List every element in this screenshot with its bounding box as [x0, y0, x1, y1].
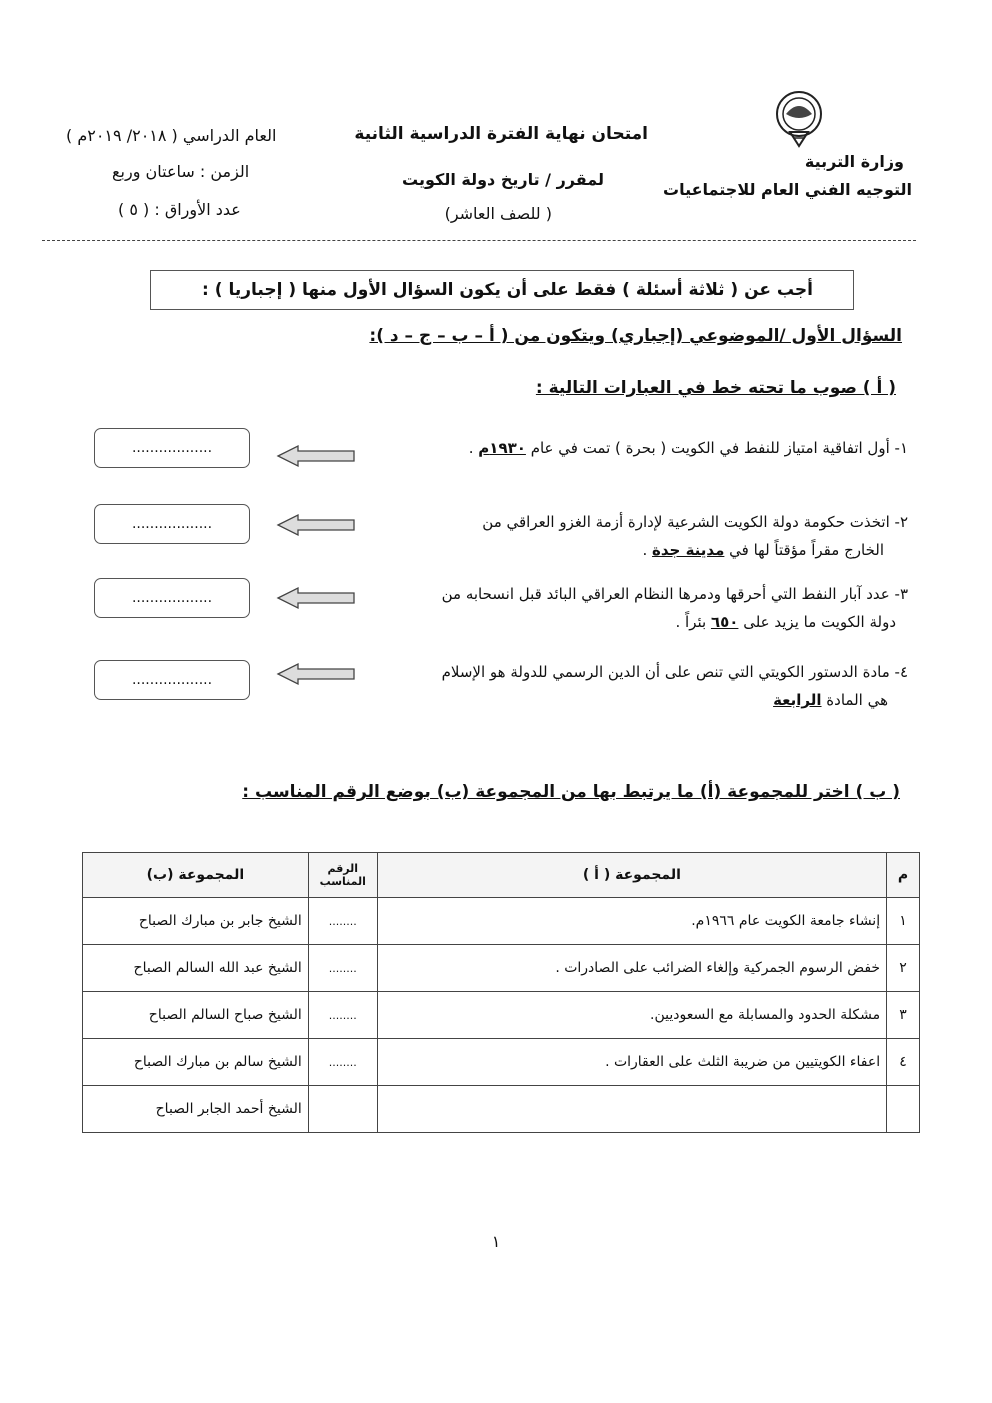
- underlined-term-4: الرابعة: [773, 691, 822, 709]
- directorate-name: التوجيه الفني العام للاجتماعيات: [662, 180, 912, 199]
- ministry-name: وزارة التربية: [804, 152, 904, 171]
- header-group-b: المجموعة (ب): [83, 853, 309, 898]
- answer-box-1[interactable]: ..................: [94, 428, 250, 468]
- group-b-item: الشيخ عبد الله السالم الصباح: [83, 945, 309, 992]
- exam-duration: الزمن : ساعتان وربع: [112, 162, 250, 181]
- underlined-term-2: مدينة جدة: [652, 541, 725, 559]
- table-row: [83, 945, 920, 992]
- answer-number-field[interactable]: ........: [308, 898, 377, 945]
- academic-year: العام الدراسي ( ٢٠١٨/ ٢٠١٩م ): [66, 126, 277, 145]
- table-row: [83, 898, 920, 945]
- answer-box-3[interactable]: ..................: [94, 578, 250, 618]
- arrow-left-icon: [276, 662, 356, 686]
- page-number: ١: [491, 1232, 501, 1251]
- arrow-left-icon: [276, 586, 356, 610]
- question1-title: السؤال الأول /الموضوعي (إجباري) ويتكون من ( أ – ب – ج – د ):: [369, 326, 902, 346]
- statement-4-line2: هي المادة الرابعة: [773, 691, 888, 709]
- part-a-title: ( أ ) صوب ما تحته خط في العبارات التالية :: [535, 378, 896, 398]
- page-count: عدد الأوراق : ( ٥ ): [118, 200, 241, 219]
- row-num: ٤: [887, 1039, 920, 1086]
- group-b-item: الشيخ سالم بن مبارك الصباح: [83, 1039, 309, 1086]
- statement-3-line2: دولة الكويت ما يزيد على ٦٥٠ بئراً .: [675, 613, 896, 631]
- statement-4: ٤- مادة الدستور الكويتي التي تنص على أن الدين الرسمي للدولة هو الإسلام: [441, 663, 908, 681]
- table-row: [83, 1039, 920, 1086]
- instruction-box: أجب عن ( ثلاثة أسئلة ) فقط على أن يكون السؤال الأول منها ( إجباريا ) :: [150, 270, 854, 310]
- group-b-item: الشيخ صباح السالم الصباح: [83, 992, 309, 1039]
- kuwait-emblem-icon: [768, 88, 830, 150]
- arrow-left-icon: [276, 513, 356, 537]
- course-name: لمقرر / تاريخ دولة الكويت: [402, 170, 604, 189]
- answer-number-field[interactable]: ........: [308, 992, 377, 1039]
- arrow-left-icon: [276, 444, 356, 468]
- row-num: ٢: [887, 945, 920, 992]
- header-rel-num: الرقم المناسب: [308, 853, 377, 898]
- group-a-item: اعفاء الكويتيين من ضريبة الثلث على العقارات .: [377, 1039, 886, 1086]
- underlined-term-1: ١٩٣٠م: [478, 439, 526, 457]
- group-b-item: الشيخ جابر بن مبارك الصباح: [83, 898, 309, 945]
- matching-table: [82, 852, 920, 1133]
- exam-title: امتحان نهاية الفترة الدراسية الثانية: [354, 124, 648, 144]
- group-a-item: إنشاء جامعة الكويت عام ١٩٦٦م.: [377, 898, 886, 945]
- answer-box-4[interactable]: ..................: [94, 660, 250, 700]
- grade-label: ( للصف العاشر): [444, 204, 552, 223]
- answer-box-2[interactable]: ..................: [94, 504, 250, 544]
- statement-2-line2: الخارج مقراً مؤقتاً لها في مدينة جدة .: [642, 541, 884, 559]
- statement-1: ١- أول اتفاقية امتياز للنفط في الكويت ( بحرة ) تمت في عام ١٩٣٠م .: [468, 439, 908, 457]
- group-a-item: مشكلة الحدود والمسابلة مع السعوديين.: [377, 992, 886, 1039]
- header-divider: [42, 240, 916, 241]
- row-num: ٣: [887, 992, 920, 1039]
- part-b-title: ( ب ) اختر للمجموعة (أ) ما يرتبط بها من المجموعة (ب) بوضع الرقم المناسب :: [242, 782, 900, 802]
- row-num: ١: [887, 898, 920, 945]
- answer-number-field[interactable]: ........: [308, 1039, 377, 1086]
- underlined-term-3: ٦٥٠: [710, 613, 739, 631]
- table-row: [83, 1086, 920, 1133]
- table-row: [83, 992, 920, 1039]
- group-a-item: خفض الرسوم الجمركية وإلغاء الضرائب على الصادرات .: [377, 945, 886, 992]
- header-num: م: [887, 853, 920, 898]
- group-b-item: الشيخ أحمد الجابر الصباح: [83, 1086, 309, 1133]
- statement-3: ٣- عدد آبار النفط التي أحرقها ودمرها النظام العراقي البائد قبل انسحابه من: [441, 585, 908, 603]
- group-a-item: [377, 1086, 886, 1133]
- row-num: [887, 1086, 920, 1133]
- answer-number-field: [308, 1086, 377, 1133]
- header-group-a: المجموعة ( أ ): [377, 853, 886, 898]
- table-header-row: [83, 853, 920, 898]
- answer-number-field[interactable]: ........: [308, 945, 377, 992]
- statement-2: ٢- اتخذت حكومة دولة الكويت الشرعية لإدارة أزمة الغزو العراقي من: [482, 513, 908, 531]
